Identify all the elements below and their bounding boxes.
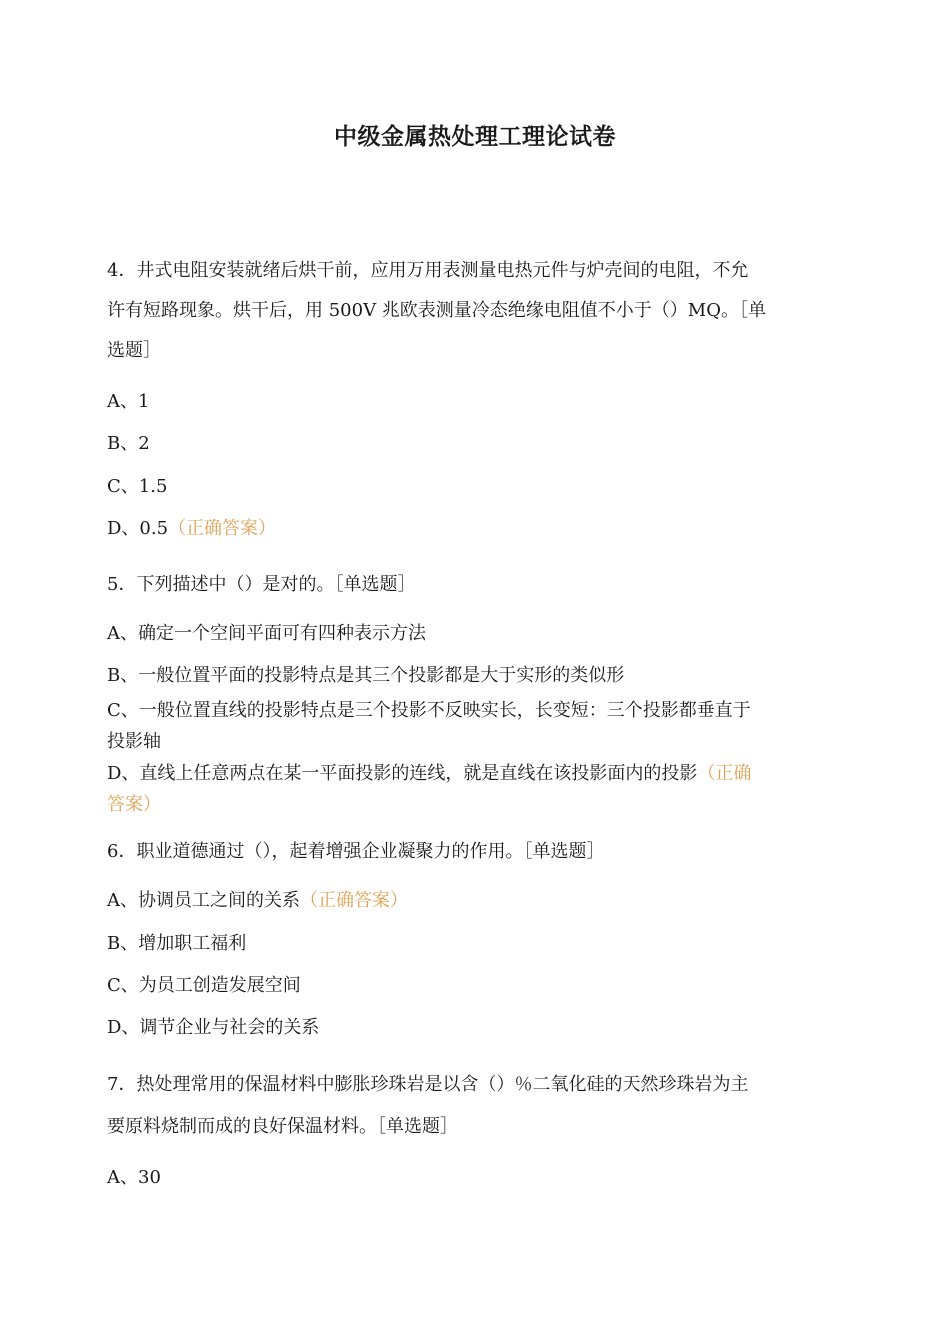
q5-option-a: A、确定一个空间平面可有四种表示方法 <box>107 623 426 644</box>
q4-text-line1: 4．井式电阻安装就绪后烘干前，应用万用表测量电热元件与炉壳间的电阻，不允 <box>107 260 749 281</box>
q5-option-d-line1 <box>107 759 751 785</box>
q6-option-a-text: A、协调员工之间的关系 <box>107 890 300 911</box>
q6-text-line1: 6．职业道德通过（），起着增强企业凝聚力的作用。［单选题］ <box>107 841 605 862</box>
q5-option-d-text: D、直线上任意两点在某一平面投影的连线，就是直线在该投影面内的投影 <box>107 763 698 784</box>
document-title: 中级金属热处理工理论试卷 <box>334 124 616 150</box>
q7-text-line2: 要原料烧制而成的良好保温材料。［单选题］ <box>107 1116 458 1137</box>
correct-answer-mark: （正确答案） <box>168 518 277 539</box>
q4-option-a: A、1 <box>107 391 150 412</box>
q6-option-d: D、调节企业与社会的关系 <box>107 1017 320 1038</box>
q4-option-c: C、1.5 <box>107 476 168 497</box>
correct-answer-mark-cont: 答案） <box>107 794 161 815</box>
q6-option-a <box>107 886 408 912</box>
q6-option-c: C、为员工创造发展空间 <box>107 975 301 996</box>
q5-option-b: B、一般位置平面的投影特点是其三个投影都是大于实形的类似形 <box>107 665 625 686</box>
q7-option-a: A、30 <box>107 1167 161 1188</box>
q4-option-d-text: D、0.5 <box>107 518 169 539</box>
q4-option-d <box>107 514 276 540</box>
correct-answer-mark: （正确 <box>697 763 752 784</box>
q5-option-c-line2: 投影轴 <box>107 731 161 752</box>
q4-text-line2: 许有短路现象。烘干后，用 500V 兆欧表测量冷态绝缘电阻值不小于（）MQ。［单 <box>107 300 766 321</box>
q5-option-c-line1: C、一般位置直线的投影特点是三个投影不反映实长，长变短：三个投影都垂直于 <box>107 700 751 721</box>
q6-option-b: B、增加职工福利 <box>107 933 247 954</box>
q4-text-line3: 选题］ <box>107 340 161 361</box>
q7-text-line1: 7．热处理常用的保温材料中膨胀珍珠岩是以含（）％二氧化硅的天然珍珠岩为主 <box>107 1074 749 1095</box>
q4-option-b: B、2 <box>107 433 150 454</box>
q5-text-line1: 5．下列描述中（）是对的。［单选题］ <box>107 574 416 595</box>
correct-answer-mark: （正确答案） <box>300 890 408 911</box>
